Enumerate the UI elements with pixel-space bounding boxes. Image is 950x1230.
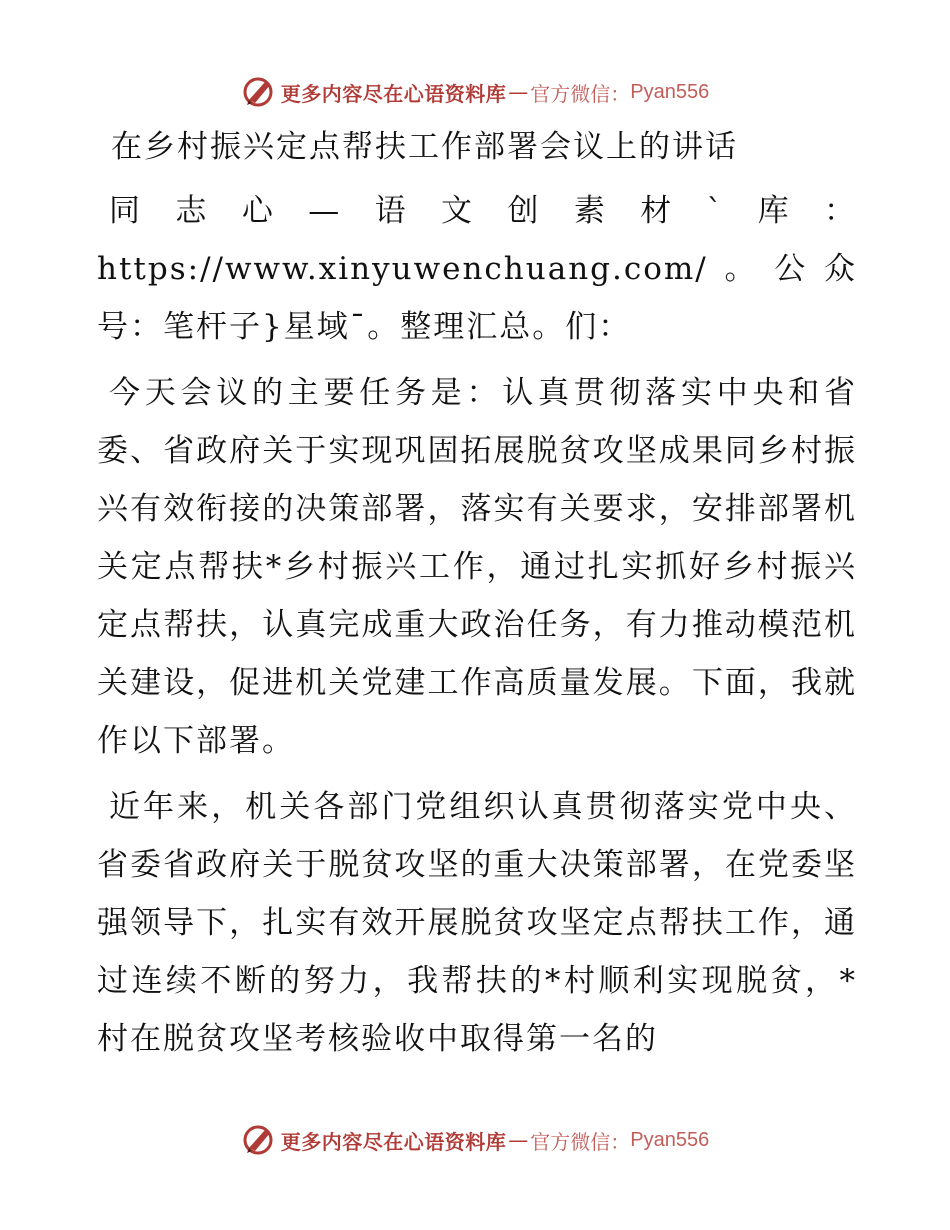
page-title: 在乡村振兴定点帮扶工作部署会议上的讲话 — [111, 129, 738, 165]
pen-logo-icon — [241, 1122, 277, 1158]
header-banner-text: 更多内容尽在心语资料库 — [280, 81, 507, 106]
footer-banner-text: 更多内容尽在心语资料库 — [280, 1129, 507, 1154]
paragraph-2: 今天会议的主要任务是：认真贯彻落实中央和省委、省政府关于实现巩固拓展脱贫攻坚成果同乡村振兴有效衔接的决策部署，落实有关要求，安排部署机关定点帮扶*乡村振兴工作，通过扎实抓好乡村振兴定点帮扶，认真完成重大政治任务，有力推动模范机关建设，促进机关党建工作高质量发展。下面，我就作以下部署。 — [97, 375, 857, 759]
footer-banner-dash: — — [508, 1128, 529, 1152]
header-wechat-id: Pyan556 — [630, 80, 710, 103]
paragraph-1: 同志心—语文创素材`库：https://www.xinyuwenchuang.com/。公众号：笔杆子}星域¯。整理汇总。们： — [97, 193, 857, 345]
header-banner — [0, 72, 950, 112]
document-body — [97, 118, 857, 1076]
footer-wechat-label: 官方微信： — [530, 1129, 631, 1154]
footer-wechat-id: Pyan556 — [630, 1128, 710, 1151]
paragraph-3: 近年来，机关各部门党组织认真贯彻落实党中央、省委省政府关于脱贫攻坚的重大决策部署，在党委坚强领导下，扎实有效开展脱贫攻坚定点帮扶工作，通过连续不断的努力，我帮扶的*村顺利实现脱贫，*村在脱贫攻坚考核验收中取得第一名的 — [97, 789, 857, 1057]
header-banner-dash: — — [508, 80, 529, 104]
pen-logo-icon — [241, 74, 277, 110]
header-wechat-label: 官方微信： — [530, 81, 631, 106]
footer-banner — [0, 1120, 950, 1160]
